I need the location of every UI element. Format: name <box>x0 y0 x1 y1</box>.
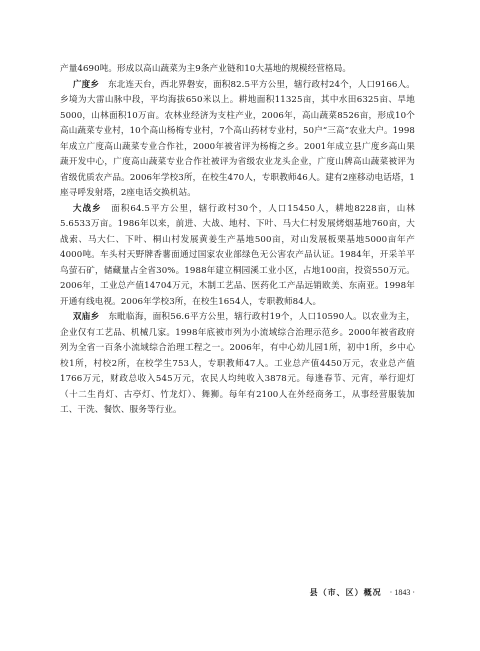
paragraph-text: 东毗临海，面积56.6平方公里，辖行政村19个，人口10590人。以农业为主，企业仅有工艺品、机械几家。1998年底被市列为小流域综合治理示范乡。2000年被省政府列为全省一百条小流域综合治理工程之一。2006年，有中心幼儿园1所，初中1所，乡中心校1所，村校2所，在校学生753人，专职教师47人。工业总产值4450万元，农业总产值1766万元，财政总收入545万元，农民人均纯收入3878元。每逢春节、元宵，举行迎灯（十二生肖灯、古亭灯、竹龙灯）、舞狮。每年有2100人在外经商务工，从事经营服装加工、干洗、餐饮、服务等行业。 <box>60 312 415 415</box>
page-footer <box>60 587 415 598</box>
paragraph-guangdu <box>60 78 415 202</box>
paragraph-dazhan <box>60 202 415 311</box>
section-title: 县（市、区）概况 <box>309 587 382 597</box>
main-text <box>60 62 415 419</box>
paragraph-text: 面积64.5平方公里，辖行政村30个，人口15450人，耕地8228亩，山林5.6533万亩。1986年以来，前进、大战、地村、下叶、马大仁村发展烤烟基地760亩，大战索、马大仁、下叶、桐山村发展黄姜生产基地500亩，对山发展板栗基地5000亩年产4000吨。车头村天野牌香薯面通过国家农业部绿色无公害农产品认证。1984年，开采羊平鸟萤石矿，储藏量占全省30%。1988年建立桐园溪工业小区，占地100亩，投资550万元。2006年，工业总产值14704万元，木制工艺品、医药化工产品远销欧美、东南亚。1998年开通有线电视。2006年学校3所，在校生1654人，专职教师84人。 <box>60 203 415 307</box>
township-name: 大战乡 <box>72 203 102 214</box>
paragraph-text: 东北连天台，西北界磐安，面积82.5平方公里，辖行政村24个，人口9166人。乡境为大雷山脉中段，平均海拔650米以上。耕地面积11325亩，其中水田6325亩、旱地5000，山林面积10万亩。农林业经济为支柱产业，2006年，高山蔬菜8526亩，形成10个高山蔬菜专业村，10个高山杨梅专业村，7个高山药材专业村，50户“三高”农业大户。1998年成立广度高山蔬菜专业合作社，2000年被省评为杨梅之乡。2001年成立县广度乡高山果蔬开发中心，广度高山蔬菜专业合作社被评为省级农业龙头企业，广度山牌高山蔬菜被评为省级优质农产品。2006年学校3所，在校生470人，专职教师46人。建有2座移动电话塔，1座寻呼发射塔，2座电话交换机站。 <box>60 79 415 198</box>
paragraph-shuangmiao <box>60 310 415 419</box>
page-number: · 1843 · <box>389 588 415 597</box>
township-name: 广度乡 <box>72 79 100 90</box>
paragraph-text: 产量4690吨。形成以高山蔬菜为主9条产业链和10大基地的规模经营格局。 <box>60 64 352 74</box>
paragraph-continuation <box>60 62 415 78</box>
township-name: 双庙乡 <box>72 312 100 322</box>
